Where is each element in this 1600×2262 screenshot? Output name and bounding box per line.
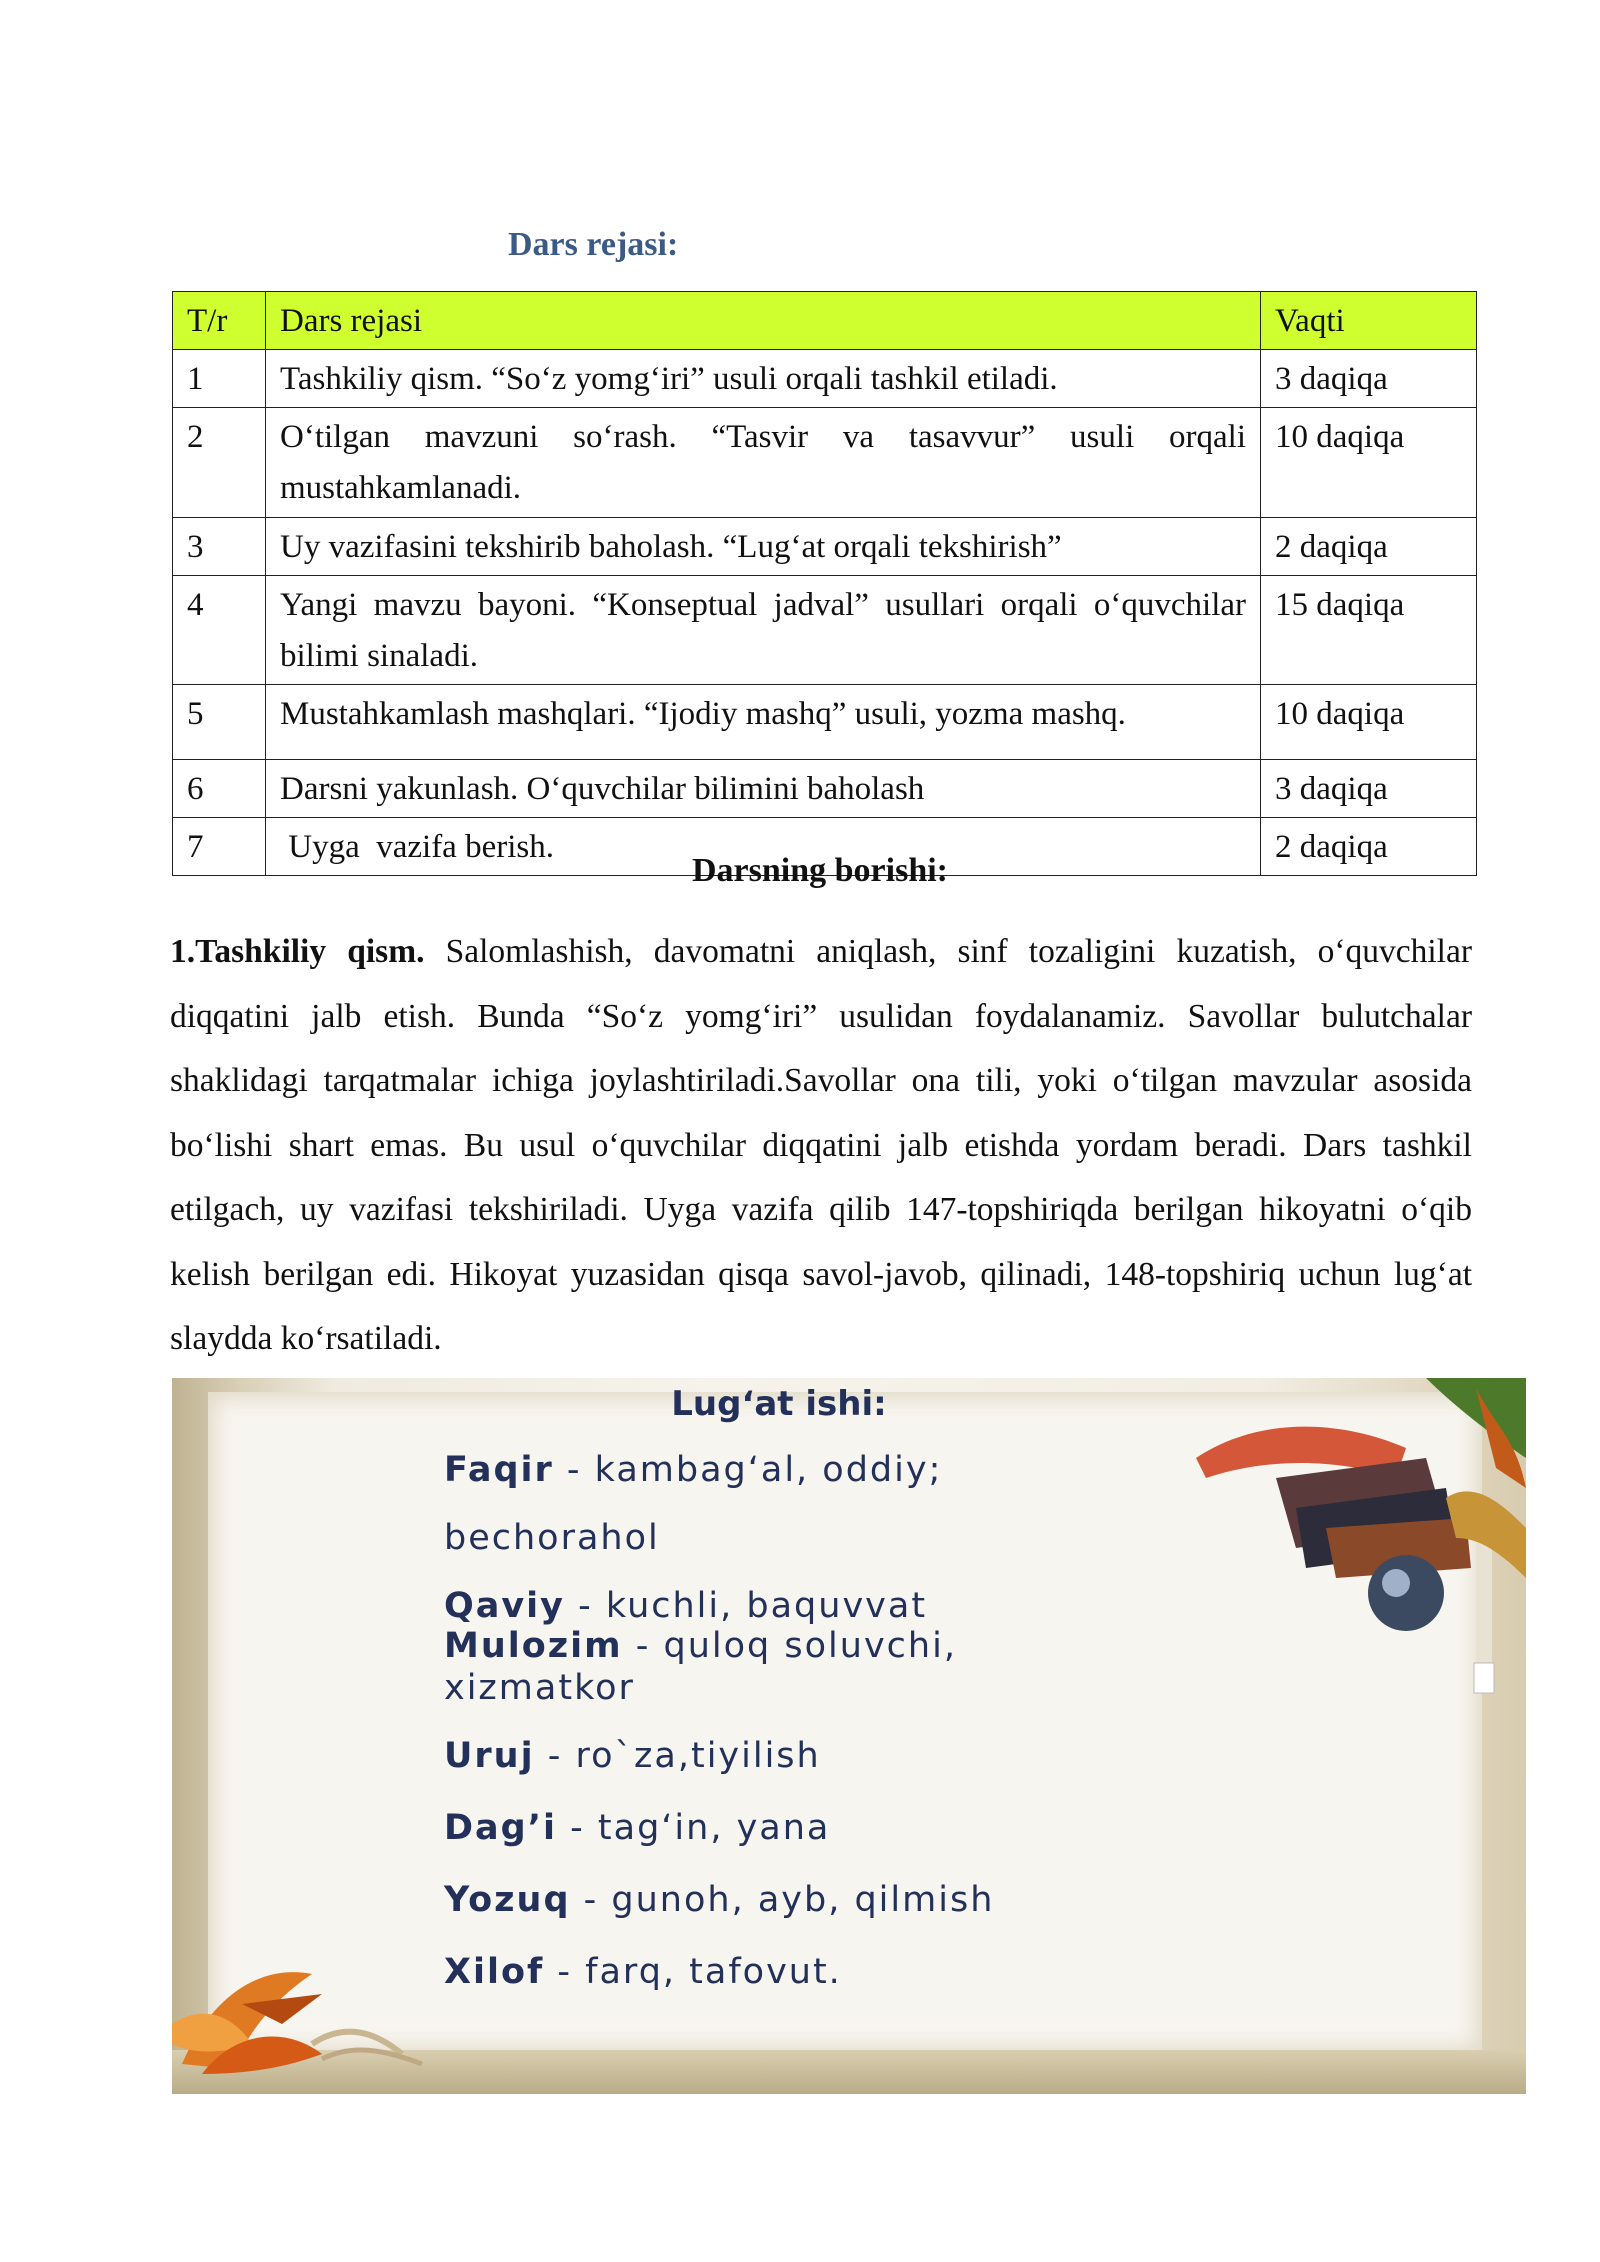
table-header-row	[173, 292, 1477, 350]
vocab-entry	[444, 1880, 994, 1920]
vocab-word: Uruj	[444, 1736, 535, 1776]
row-number: 3	[173, 517, 266, 575]
row-text: Uyga vazifa berish.	[266, 818, 1261, 876]
header-time: Vaqti	[1261, 292, 1477, 350]
vocab-definition: bechorahol	[444, 1518, 660, 1558]
vocab-entry	[444, 1952, 842, 1992]
body-paragraph	[170, 920, 1472, 1372]
slide-title: Lug‘at ishi:	[671, 1384, 887, 1424]
vocab-definition: - farq, tafovut.	[544, 1952, 842, 1992]
plan-title: Dars rejasi:	[508, 226, 679, 263]
row-time: 2 daqiqa	[1261, 818, 1477, 876]
vocab-definition: xizmatkor	[444, 1668, 635, 1708]
vocab-definition: - quloq soluvchi,	[622, 1626, 957, 1666]
table-row	[173, 350, 1477, 408]
table-row	[173, 684, 1477, 759]
header-number: T/r	[173, 292, 266, 350]
row-number: 5	[173, 684, 266, 759]
row-number: 1	[173, 350, 266, 408]
vocab-definition: - ro`za,tiyilish	[534, 1736, 821, 1776]
vocab-definition: - kambag‘al, oddiy;	[553, 1450, 943, 1490]
row-time: 15 daqiqa	[1261, 575, 1477, 684]
row-number: 7	[173, 818, 266, 876]
table-row	[173, 575, 1477, 684]
vocab-entry	[444, 1450, 942, 1490]
row-text: Darsni yakunlash. O‘quvchilar bilimini baholash	[266, 759, 1261, 817]
vocab-entry	[444, 1668, 635, 1708]
vocab-word: Dag’i	[444, 1808, 558, 1848]
vocab-definition: - gunoh, ayb, qilmish	[570, 1880, 995, 1920]
paragraph-lead: 1.Tashkiliy qism.	[170, 933, 425, 970]
vocab-word: Faqir	[444, 1450, 554, 1490]
row-text: O‘tilgan mavzuni so‘rash. “Tasvir va tasavvur” usuli orqali mustahkamlanadi.	[266, 408, 1261, 517]
table-row	[173, 759, 1477, 817]
paragraph-text: Salomlashish, davomatni aniqlash, sinf tozaligini kuzatish, o‘quvchilar diqqatini jalb etish. Bunda “So‘z yomg‘iri” usulidan foydalanamiz. Savollar bulutchalar shaklidagi tarqatmalar ichiga joylashtiriladi.Savollar ona tili, yoki o‘tilgan mavzular asosida bo‘lishi shart emas. Bu usul o‘quvchilar diqqatini jalb etishda yordam beradi. Dars tashkil etilgach, uy vazifasi tekshiriladi. Uyga vazifa qilib 147-topshiriqda berilgan hikoyatni o‘qib kelish berilgan edi. Hikoyat yuzasidan qisqa savol-javob, qilinadi, 148-topshiriq uchun lug‘at slaydda ko‘rsatiladi.	[170, 933, 1472, 1357]
vocab-entry	[444, 1626, 957, 1666]
vocab-word: Xilof	[444, 1952, 545, 1992]
row-text: Mustahkamlash mashqlari. “Ijodiy mashq” usuli, yozma mashq.	[266, 684, 1261, 759]
vocab-word: Mulozim	[444, 1626, 623, 1666]
vocab-entry	[444, 1736, 821, 1776]
books-decoration-icon	[1196, 1378, 1526, 1708]
table-row	[173, 517, 1477, 575]
table-row	[173, 408, 1477, 517]
vocab-entry	[444, 1808, 830, 1848]
row-time: 10 daqiqa	[1261, 684, 1477, 759]
vocab-definition: - kuchli, baquvvat	[565, 1586, 928, 1626]
vocab-definition: - tag‘in, yana	[557, 1808, 831, 1848]
row-time: 2 daqiqa	[1261, 517, 1477, 575]
section-heading: Darsning borishi:	[692, 852, 948, 889]
row-number: 2	[173, 408, 266, 517]
vocab-entry	[444, 1518, 660, 1558]
row-number: 4	[173, 575, 266, 684]
vocab-word: Yozuq	[444, 1880, 571, 1920]
row-number: 6	[173, 759, 266, 817]
row-time: 10 daqiqa	[1261, 408, 1477, 517]
autumn-leaves-icon	[172, 1904, 432, 2074]
row-text: Yangi mavzu bayoni. “Konseptual jadval” usullari orqali o‘quvchilar bilimi sinaladi.	[266, 575, 1261, 684]
vocab-entry	[444, 1586, 927, 1626]
row-text: Tashkiliy qism. “So‘z yomg‘iri” usuli orqali tashkil etiladi.	[266, 350, 1261, 408]
vocabulary-slide	[172, 1378, 1526, 2094]
lesson-plan-table	[172, 291, 1477, 876]
row-time: 3 daqiqa	[1261, 759, 1477, 817]
row-text: Uy vazifasini tekshirib baholash. “Lug‘at orqali tekshirish”	[266, 517, 1261, 575]
vocab-word: Qaviy	[444, 1586, 565, 1626]
header-plan: Dars rejasi	[266, 292, 1261, 350]
row-time: 3 daqiqa	[1261, 350, 1477, 408]
